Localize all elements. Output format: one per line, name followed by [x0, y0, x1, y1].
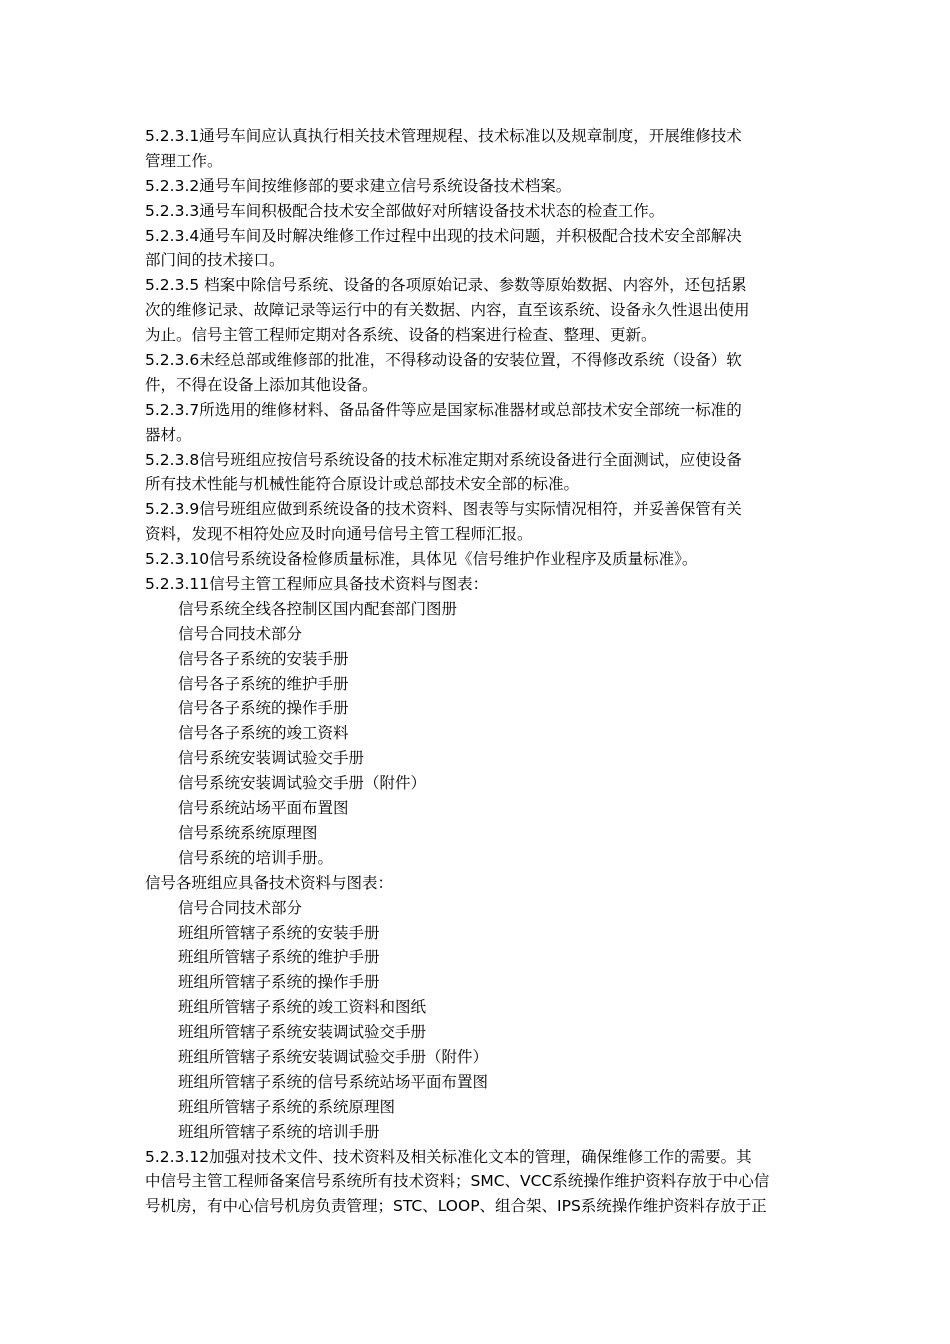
list-item: 信号系统站场平面布置图	[178, 799, 349, 818]
text-line: 5.2.3.5 档案中除信号系统、设备的各项原始记录、参数等原始数据、内容外，还包括累	[145, 276, 747, 295]
text-line: 5.2.3.6未经总部或维修部的批准，不得移动设备的安装位置，不得修改系统（设备）软	[145, 351, 742, 370]
list-item: 信号系统系统原理图	[178, 823, 318, 842]
list-item: 班组所管辖子系统的系统原理图	[178, 1097, 396, 1116]
list-item: 班组所管辖子系统的维护手册	[178, 948, 380, 967]
text-line: 资料，发现不相符处应及时向通号信号主管工程师汇报。	[145, 525, 533, 544]
list-item: 班组所管辖子系统安装调试验交手册	[178, 1023, 427, 1042]
text-line: 5.2.3.10信号系统设备检修质量标准，具体见《信号维护作业程序及质量标准》。	[145, 550, 698, 569]
list-item: 班组所管辖子系统的培训手册	[178, 1122, 380, 1141]
text-line: 号机房，有中心信号机房负责管理；STC、LOOP、组合架、IPS系统操作维护资料存放于正	[145, 1197, 767, 1216]
list-item: 信号系统安装调试验交手册	[178, 749, 365, 768]
list-item: 班组所管辖子系统安装调试验交手册（附件）	[178, 1047, 489, 1066]
list-item: 班组所管辖子系统的信号系统站场平面布置图	[178, 1072, 489, 1091]
text-line: 件，不得在设备上添加其他设备。	[145, 375, 378, 394]
text-line: 5.2.3.12加强对技术文件、技术资料及相关标准化文本的管理，确保维修工作的需要。其	[145, 1147, 752, 1166]
text-line: 5.2.3.3通号车间积极配合技术安全部做好对所辖设备技术状态的检查工作。	[145, 201, 665, 220]
text-line: 管理工作。	[145, 151, 223, 170]
list-item: 信号各子系统的操作手册	[178, 699, 349, 718]
text-line: 5.2.3.1通号车间应认真执行相关技术管理规程、技术标准以及规章制度，开展维修技术	[145, 127, 742, 145]
text-line: 5.2.3.8信号班组应按信号系统设备的技术标准定期对系统设备进行全面测试，应使设备	[145, 450, 742, 469]
list-item: 信号各子系统的安装手册	[178, 649, 349, 668]
text-line: 部门间的技术接口。	[145, 251, 285, 270]
list-item: 信号各子系统的竣工资料	[178, 724, 349, 743]
list-item: 信号合同技术部分	[178, 898, 303, 917]
list-item: 信号系统安装调试验交手册（附件）	[178, 774, 427, 793]
text-line: 所有技术性能与机械性能符合原设计或总部技术安全部的标准。	[145, 475, 580, 494]
list-item: 信号合同技术部分	[178, 624, 303, 643]
text-line: 中信号主管工程师备案信号系统所有技术资料；SMC、VCC系统操作维护资料存放于中心信	[145, 1172, 770, 1191]
list-item: 班组所管辖子系统的安装手册	[178, 923, 380, 942]
document-body	[145, 124, 810, 1219]
text-line: 5.2.3.7所选用的维修材料、备品备件等应是国家标准器材或总部技术安全部统一标准的	[145, 400, 742, 419]
text-line: 5.2.3.9信号班组应做到系统设备的技术资料、图表等与实际情况相符，并妥善保管有关	[145, 500, 742, 519]
text-line: 信号各班组应具备技术资料与图表：	[145, 873, 394, 892]
list-item: 信号各子系统的维护手册	[178, 674, 349, 693]
list-item: 信号系统全线各控制区国内配套部门图册	[178, 599, 458, 618]
text-line: 器材。	[145, 425, 192, 444]
text-line: 次的维修记录、故障记录等运行中的有关数据、内容，直至该系统、设备永久性退出使用	[145, 301, 750, 320]
text-line: 为止。信号主管工程师定期对各系统、设备的档案进行检查、整理、更新。	[145, 326, 657, 345]
list-item: 班组所管辖子系统的操作手册	[178, 973, 380, 992]
text-line: 5.2.3.2通号车间按维修部的要求建立信号系统设备技术档案。	[145, 176, 572, 195]
text-line: 5.2.3.4通号车间及时解决维修工作过程中出现的技术问题，并积极配合技术安全部解决	[145, 226, 742, 245]
list-item: 信号系统的培训手册。	[178, 848, 334, 867]
list-item: 班组所管辖子系统的竣工资料和图纸	[178, 998, 427, 1017]
text-line: 5.2.3.11信号主管工程师应具备技术资料与图表：	[145, 575, 489, 594]
